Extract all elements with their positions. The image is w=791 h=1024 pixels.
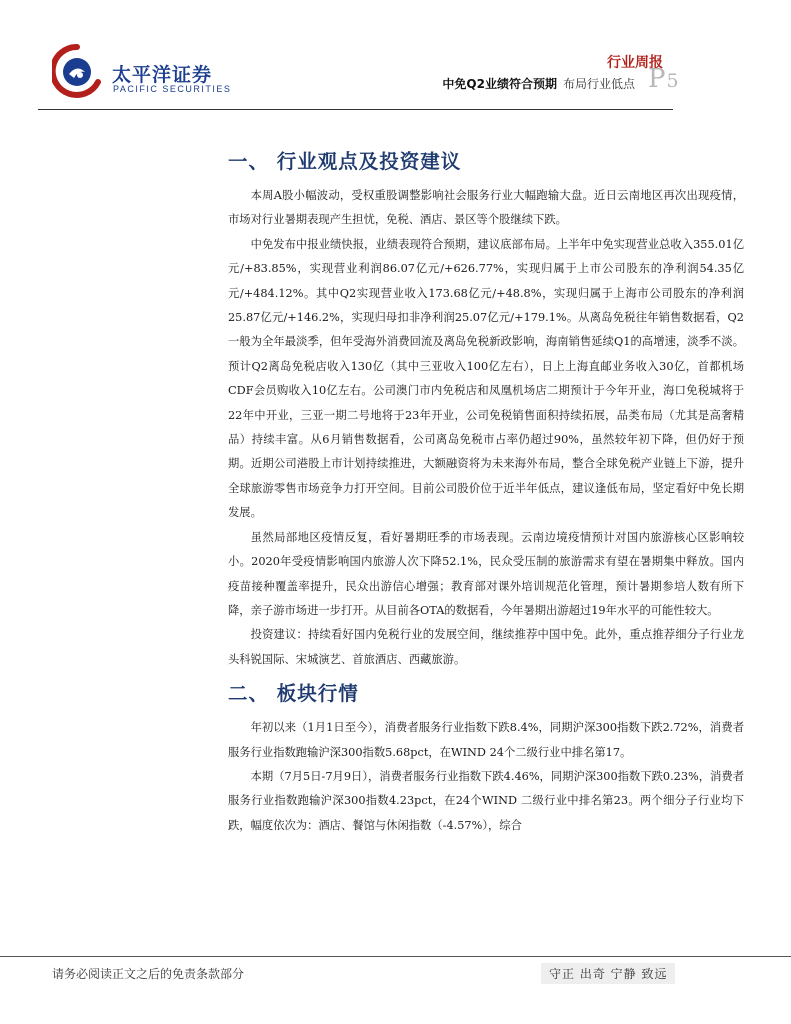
paragraph: 本周A股小幅波动，受权重股调整影响社会服务行业大幅跑输大盘。近日云南地区再次出现疫情，市场对行业暑期表现产生担忧，免税、酒店、景区等个股继续下跌。 xyxy=(228,189,744,227)
page-number-value: 5 xyxy=(666,70,679,92)
page-number xyxy=(648,64,679,94)
report-type: 行业周报 xyxy=(607,55,663,71)
report-title-sub: 布局行业低点 xyxy=(562,77,635,91)
brand-name-cn: 太平洋证券 xyxy=(112,64,213,86)
paragraph: 投资建议：持续看好国内免税行业的发展空间，继续推荐中国中免。此外，重点推荐细分子行业龙头科锐国际、宋城演艺、首旅酒店、西藏旅游。 xyxy=(228,628,744,666)
section-title-views: 一、 行业观点及投资建议 xyxy=(228,150,462,173)
brand-name-en: PACIFIC SECURITIES xyxy=(113,84,232,94)
page-header xyxy=(0,0,791,110)
footer-disclaimer: 请务必阅读正文之后的免责条款部分 xyxy=(52,967,245,981)
pacific-securities-logo-icon xyxy=(52,44,102,100)
footer-motto: 守正 出奇 宁静 致远 xyxy=(541,963,675,984)
paragraph: 中免发布中报业绩快报，业绩表现符合预期，建议底部布局。上半年中免实现营业总收入355.01亿元/+83.85%，实现营业利润86.07亿元/+626.77%，实现归属于上市公司股东的净利润54.35亿元/+484.12%。其中Q2实现营业收入173.68亿元/+48.8%，实现归属于上海市公司股东的净利润25.87亿元/+146.2%，实现归母扣非净利润25.07亿元/+179.1%。从离岛免税往年销售数据看，Q2一般为全年最淡季，但年受海外消费回流及离岛免税新政影响，海南销售延续Q1的高增速，淡季不淡。预计Q2离岛免税店收入130亿（其中三亚收入100亿左右），日上上海直邮业务收入30亿，首都机场CDF会员购收入10亿左右。公司澳门市内免税店和凤凰机场店二期预计于今年开业，海口免税城将于22年中开业，三亚一期二号地将于23年开业，公司免税销售面积持续拓展，品类布局（尤其是高奢精品）持续丰富。从6月销售数据看，公司离岛免税市占率仍超过90%，虽然较年初下降，但仍好于预期。近期公司港股上市计划持续推进，大额融资将为未来海外布局，整合全球免税产业链上下游，提升全球旅游零售市场竞争力打开空间。目前公司股价位于近半年低点，建议逢低布局，坚定看好中免长期发展。 xyxy=(228,237,744,520)
section-title-market: 二、 板块行情 xyxy=(228,682,359,706)
main-content xyxy=(0,140,791,838)
page-number-prefix: P xyxy=(648,64,666,94)
paragraph: 虽然局部地区疫情反复，看好暑期旺季的市场表现。云南边境疫情预计对国内旅游核心区影响较小。2020年受疫情影响国内旅游人次下降52.1%，民众受压制的旅游需求有望在暑期集中释放。国内疫苗接种覆盖率提升，民众出游信心增强；教育部对课外培训规范化管理，预计暑期参培人数有所下降，亲子游市场进一步打开。从目前各OTA的数据看，今年暑期出游超过19年水平的可能性较大。 xyxy=(228,530,744,617)
paragraph: 本期（7月5日-7月9日），消费者服务行业指数下跌4.46%，同期沪深300指数下跌0.23%，消费者服务行业指数跑输沪深300指数4.23pct，在24个WIND 二级行业中排名第23。两个细分子行业均下跌，幅度依次为：酒店、餐馆与休闲指数（-4.57%），综合 xyxy=(228,769,744,832)
footer-divider xyxy=(0,956,791,957)
report-title-main: 中免Q2业绩符合预期 xyxy=(442,77,557,91)
report-title xyxy=(442,75,635,92)
paragraph: 年初以来（1月1日至今），消费者服务行业指数下跌8.4%，同期沪深300指数下跌2.72%，消费者服务行业指数跑输沪深300指数5.68pct，在WIND 24个二级行业中排名第17。 xyxy=(228,721,744,759)
header-divider xyxy=(38,109,673,110)
